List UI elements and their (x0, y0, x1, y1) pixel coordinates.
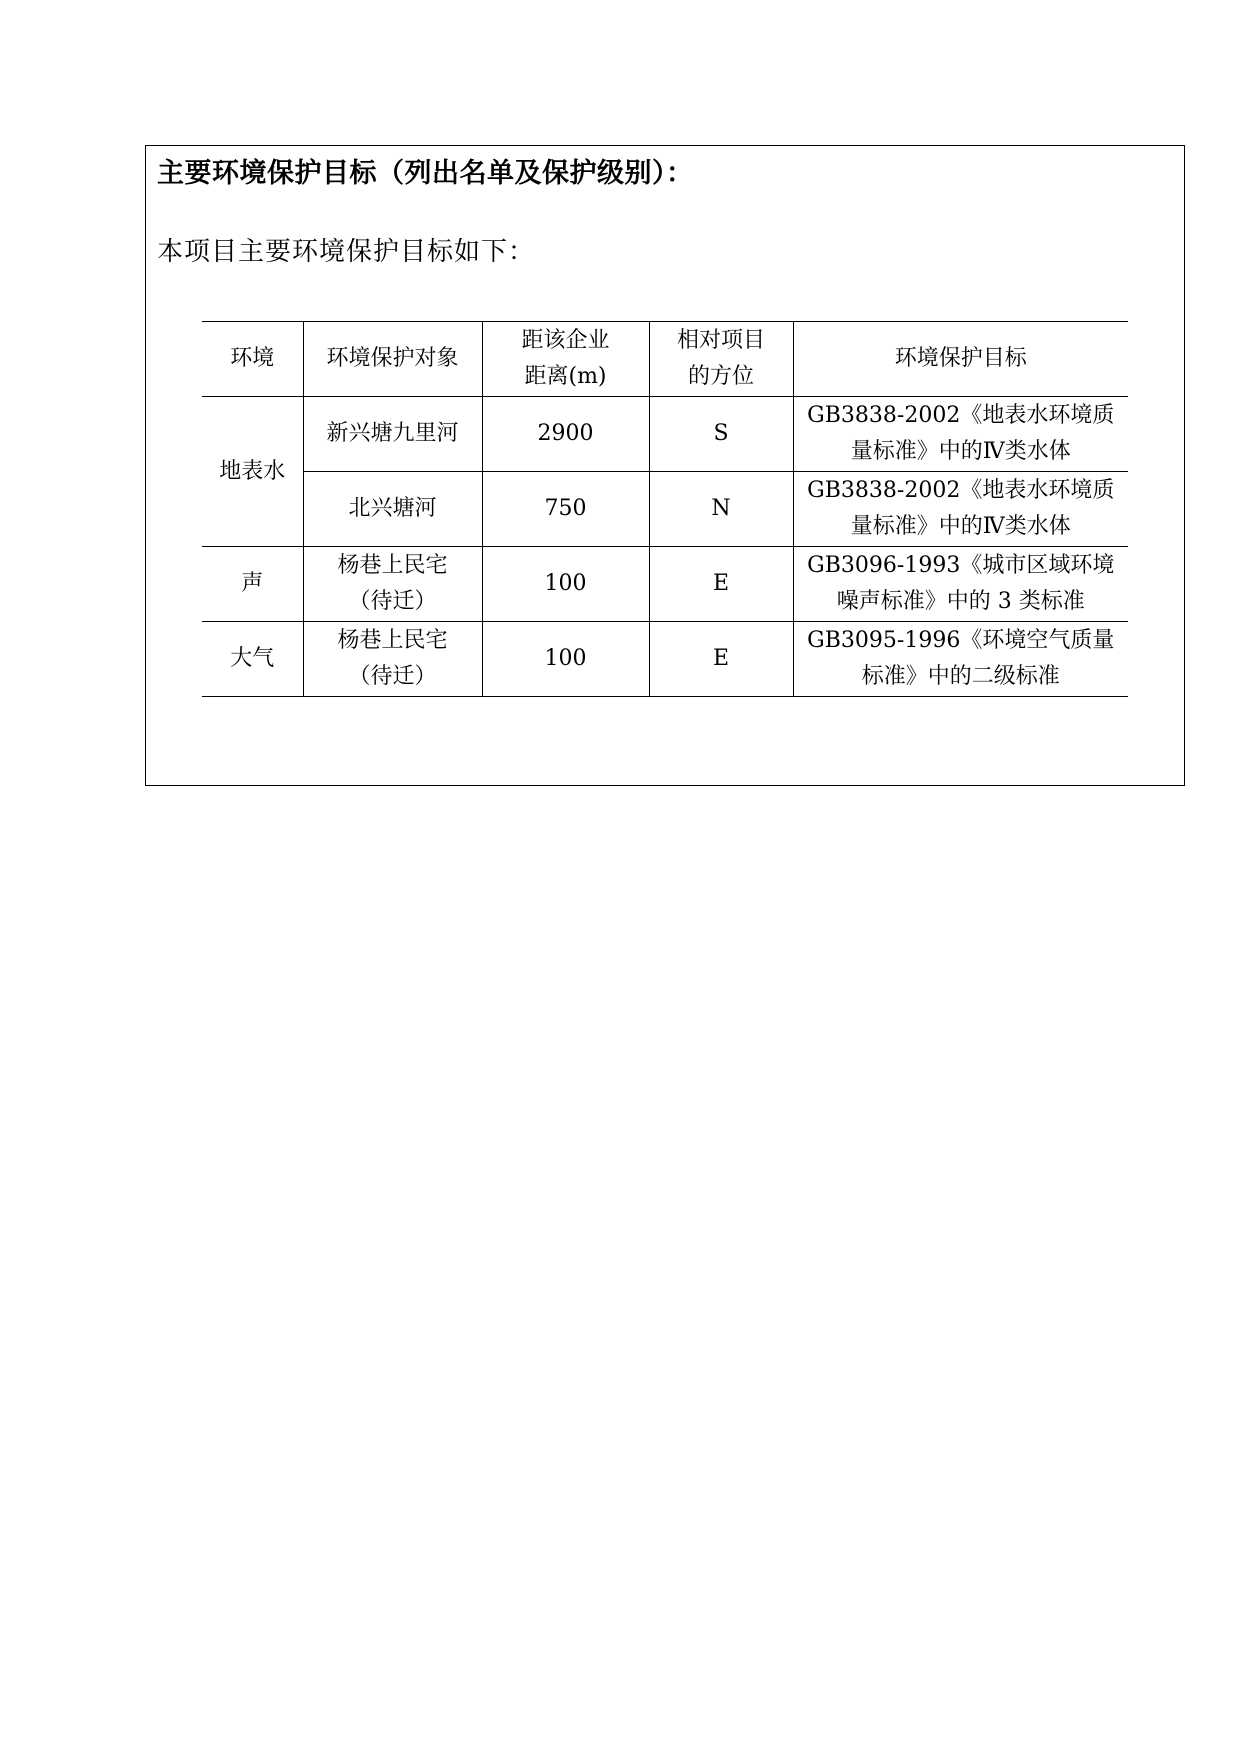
cell-object-line2: （待迁） (348, 589, 437, 614)
cell-direction: E (649, 622, 793, 697)
cell-target (793, 397, 1128, 472)
table-row (202, 547, 1128, 622)
cell-distance: 100 (482, 622, 649, 697)
group-air: 大气 (202, 622, 303, 697)
group-noise: 声 (202, 547, 303, 622)
header-distance-line1: 距该企业 (521, 328, 610, 353)
cell-target-line1: GB3095-1996《环境空气质量 (807, 628, 1115, 653)
header-distance (482, 322, 649, 397)
table-header-row (202, 322, 1128, 397)
table-row (202, 397, 1128, 472)
cell-object-line1: 杨巷上民宅 (337, 553, 448, 578)
table-row (202, 622, 1128, 697)
cell-object: 新兴塘九里河 (303, 397, 482, 472)
cell-direction: S (649, 397, 793, 472)
content-frame (145, 145, 1185, 786)
header-target: 环境保护目标 (793, 322, 1128, 397)
cell-target (793, 472, 1128, 547)
cell-target-line2: 标准》中的二级标准 (861, 664, 1060, 689)
header-direction-line2: 的方位 (687, 364, 754, 389)
header-distance-line2: 距离(m) (524, 364, 607, 389)
cell-target-line1: GB3838-2002《地表水环境质 (807, 478, 1115, 503)
cell-target-line2: 量标准》中的Ⅳ类水体 (850, 439, 1071, 464)
protection-targets-table (202, 321, 1128, 697)
cell-target (793, 547, 1128, 622)
cell-object: 北兴塘河 (303, 472, 482, 547)
cell-distance: 2900 (482, 397, 649, 472)
cell-object-line1: 杨巷上民宅 (337, 628, 448, 653)
intro-text: 本项目主要环境保护目标如下： (157, 237, 536, 267)
cell-direction: E (649, 547, 793, 622)
header-object: 环境保护对象 (303, 322, 482, 397)
header-direction-line1: 相对项目 (676, 328, 765, 353)
section-heading: 主要环境保护目标（列出名单及保护级别）： (157, 158, 694, 189)
cell-target-line2: 噪声标准》中的 3 类标准 (836, 589, 1085, 614)
cell-target (793, 622, 1128, 697)
cell-object-line2: （待迁） (348, 664, 437, 689)
cell-object (303, 547, 482, 622)
cell-distance: 750 (482, 472, 649, 547)
header-direction (649, 322, 793, 397)
cell-target-line1: GB3838-2002《地表水环境质 (807, 403, 1115, 428)
cell-distance: 100 (482, 547, 649, 622)
cell-direction: N (649, 472, 793, 547)
cell-target-line2: 量标准》中的Ⅳ类水体 (850, 514, 1071, 539)
table-row (202, 472, 1128, 547)
header-env: 环境 (202, 322, 303, 397)
cell-object (303, 622, 482, 697)
group-surface-water: 地表水 (202, 397, 303, 547)
cell-target-line1: GB3096-1993《城市区域环境 (807, 553, 1115, 578)
